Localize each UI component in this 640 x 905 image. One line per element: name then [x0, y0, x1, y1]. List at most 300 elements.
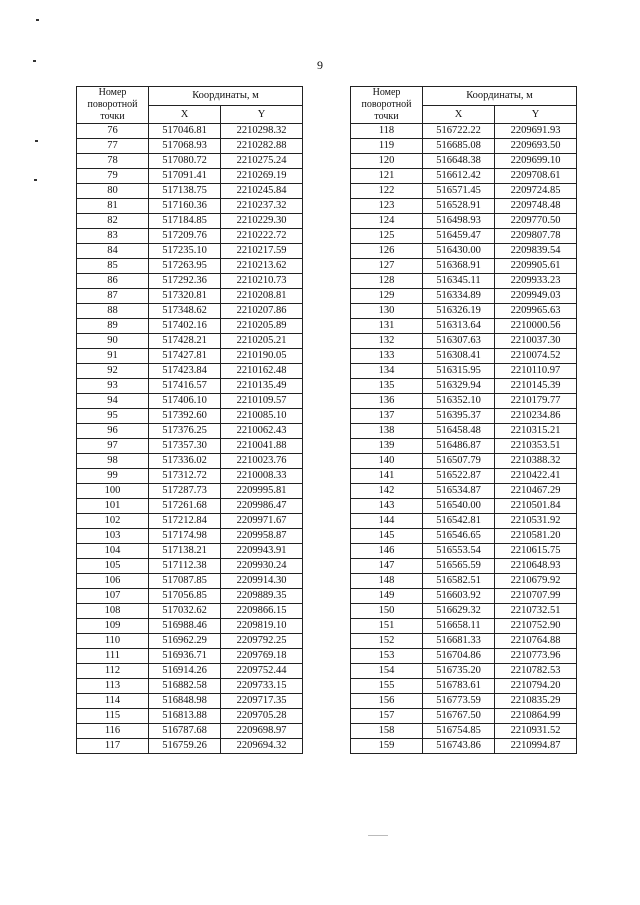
x-cell: 516848.98: [149, 694, 221, 709]
x-cell: 516459.47: [423, 229, 495, 244]
table-row: [77, 364, 303, 379]
point-number-cell: 154: [351, 664, 423, 679]
x-cell: 517046.81: [149, 124, 221, 139]
y-cell: 2209693.50: [495, 139, 577, 154]
table-row: [77, 454, 303, 469]
scan-speck: [34, 179, 37, 181]
table-row: [351, 184, 577, 199]
y-cell: 2210135.49: [221, 379, 303, 394]
point-number-cell: 152: [351, 634, 423, 649]
x-cell: 516773.59: [423, 694, 495, 709]
x-cell: 516759.26: [149, 739, 221, 754]
point-number-cell: 107: [77, 589, 149, 604]
x-cell: 516603.92: [423, 589, 495, 604]
table-row: [77, 274, 303, 289]
table-row: [77, 154, 303, 169]
point-number-cell: 135: [351, 379, 423, 394]
point-number-cell: 130: [351, 304, 423, 319]
x-cell: 516571.45: [423, 184, 495, 199]
x-cell: 517428.21: [149, 334, 221, 349]
point-number-cell: 90: [77, 334, 149, 349]
table-row: [351, 379, 577, 394]
point-number-cell: 147: [351, 559, 423, 574]
point-number-cell: 144: [351, 514, 423, 529]
y-cell: 2210794.20: [495, 679, 577, 694]
y-cell: 2210282.88: [221, 139, 303, 154]
x-cell: 517138.21: [149, 544, 221, 559]
y-cell: 2209724.85: [495, 184, 577, 199]
table-row: [351, 499, 577, 514]
point-number-cell: 86: [77, 274, 149, 289]
point-number-cell: 158: [351, 724, 423, 739]
y-cell: 2209807.78: [495, 229, 577, 244]
table-row: [351, 139, 577, 154]
y-cell: 2209717.35: [221, 694, 303, 709]
point-number-cell: 78: [77, 154, 149, 169]
point-number-cell: 103: [77, 529, 149, 544]
x-cell: 516704.86: [423, 649, 495, 664]
x-cell: 516936.71: [149, 649, 221, 664]
x-cell: 517427.81: [149, 349, 221, 364]
point-number-cell: 127: [351, 259, 423, 274]
x-cell: 517287.73: [149, 484, 221, 499]
y-cell: 2210008.33: [221, 469, 303, 484]
table-row: [77, 739, 303, 754]
table-row: [77, 184, 303, 199]
y-column-header: Y: [495, 106, 577, 124]
x-cell: 516743.86: [423, 739, 495, 754]
y-cell: 2210229.30: [221, 214, 303, 229]
x-cell: 517087.85: [149, 574, 221, 589]
table-row: [77, 469, 303, 484]
y-cell: 2210764.88: [495, 634, 577, 649]
x-cell: 516540.00: [423, 499, 495, 514]
point-number-cell: 117: [77, 739, 149, 754]
table-row: [77, 394, 303, 409]
point-number-cell: 145: [351, 529, 423, 544]
y-cell: 2209769.18: [221, 649, 303, 664]
x-cell: 517348.62: [149, 304, 221, 319]
point-number-cell: 98: [77, 454, 149, 469]
point-number-cell: 124: [351, 214, 423, 229]
x-cell: 516345.11: [423, 274, 495, 289]
y-cell: 2209933.23: [495, 274, 577, 289]
point-number-cell: 83: [77, 229, 149, 244]
point-number-cell: 92: [77, 364, 149, 379]
y-cell: 2209971.67: [221, 514, 303, 529]
y-cell: 2210245.84: [221, 184, 303, 199]
table-row: [77, 619, 303, 634]
y-cell: 2210109.57: [221, 394, 303, 409]
point-number-cell: 150: [351, 604, 423, 619]
y-cell: 2210000.56: [495, 319, 577, 334]
y-cell: 2209905.61: [495, 259, 577, 274]
table-row: [351, 619, 577, 634]
x-cell: 517312.72: [149, 469, 221, 484]
table-row: [77, 679, 303, 694]
table-row: [351, 739, 577, 754]
y-cell: 2210752.90: [495, 619, 577, 634]
table-row: [77, 649, 303, 664]
point-number-cell: 101: [77, 499, 149, 514]
table-row: [351, 364, 577, 379]
x-cell: 517261.68: [149, 499, 221, 514]
y-cell: 2210179.77: [495, 394, 577, 409]
x-cell: 516722.22: [423, 124, 495, 139]
x-cell: 516308.41: [423, 349, 495, 364]
x-cell: 516988.46: [149, 619, 221, 634]
y-cell: 2210237.32: [221, 199, 303, 214]
table-row: [351, 664, 577, 679]
y-cell: 2209995.81: [221, 484, 303, 499]
x-cell: 516612.42: [423, 169, 495, 184]
x-column-header: X: [149, 106, 221, 124]
table-row: [77, 499, 303, 514]
y-cell: 2210615.75: [495, 544, 577, 559]
y-cell: 2210269.19: [221, 169, 303, 184]
point-number-cell: 113: [77, 679, 149, 694]
point-number-header: Номер поворотной точки: [351, 87, 423, 124]
x-cell: 517212.84: [149, 514, 221, 529]
table-row: [351, 574, 577, 589]
x-cell: 517406.10: [149, 394, 221, 409]
x-cell: 516395.37: [423, 409, 495, 424]
y-cell: 2209866.15: [221, 604, 303, 619]
table-row: [77, 334, 303, 349]
x-cell: 516962.29: [149, 634, 221, 649]
y-cell: 2210074.52: [495, 349, 577, 364]
x-cell: 516368.91: [423, 259, 495, 274]
x-cell: 516430.00: [423, 244, 495, 259]
table-row: [77, 349, 303, 364]
x-cell: 516534.87: [423, 484, 495, 499]
point-number-cell: 85: [77, 259, 149, 274]
table-row: [351, 304, 577, 319]
point-number-cell: 99: [77, 469, 149, 484]
y-cell: 2210085.10: [221, 409, 303, 424]
point-number-cell: 116: [77, 724, 149, 739]
point-number-cell: 157: [351, 709, 423, 724]
point-number-cell: 137: [351, 409, 423, 424]
point-number-cell: 115: [77, 709, 149, 724]
table-row: [351, 529, 577, 544]
x-cell: 516542.81: [423, 514, 495, 529]
y-cell: 2209889.35: [221, 589, 303, 604]
y-cell: 2210835.29: [495, 694, 577, 709]
table-row: [351, 124, 577, 139]
table-row: [77, 529, 303, 544]
y-cell: 2209949.03: [495, 289, 577, 304]
y-cell: 2210732.51: [495, 604, 577, 619]
point-number-cell: 126: [351, 244, 423, 259]
point-number-cell: 159: [351, 739, 423, 754]
table-row: [77, 124, 303, 139]
y-cell: 2210275.24: [221, 154, 303, 169]
x-cell: 517392.60: [149, 409, 221, 424]
point-number-cell: 91: [77, 349, 149, 364]
y-cell: 2209958.87: [221, 529, 303, 544]
table-row: [351, 169, 577, 184]
x-cell: 517263.95: [149, 259, 221, 274]
y-cell: 2210864.99: [495, 709, 577, 724]
y-cell: 2209819.10: [221, 619, 303, 634]
y-cell: 2210208.81: [221, 289, 303, 304]
x-cell: 517068.93: [149, 139, 221, 154]
x-cell: 516315.95: [423, 364, 495, 379]
point-number-cell: 141: [351, 469, 423, 484]
y-cell: 2210501.84: [495, 499, 577, 514]
point-number-cell: 105: [77, 559, 149, 574]
x-cell: 516754.85: [423, 724, 495, 739]
point-number-cell: 148: [351, 574, 423, 589]
y-cell: 2210994.87: [495, 739, 577, 754]
point-number-cell: 143: [351, 499, 423, 514]
table-row: [351, 289, 577, 304]
scan-speck: [35, 140, 38, 142]
table-row: [351, 649, 577, 664]
coordinates-header: Координаты, м: [423, 87, 577, 106]
table-row: [351, 334, 577, 349]
y-cell: 2210388.32: [495, 454, 577, 469]
y-cell: 2210467.29: [495, 484, 577, 499]
x-cell: 516334.89: [423, 289, 495, 304]
table-row: [77, 259, 303, 274]
y-cell: 2209792.25: [221, 634, 303, 649]
x-cell: 516329.94: [423, 379, 495, 394]
coordinates-table-left: [76, 86, 303, 754]
table-row: [351, 709, 577, 724]
y-cell: 2210422.41: [495, 469, 577, 484]
table-row: [77, 424, 303, 439]
y-cell: 2209694.32: [221, 739, 303, 754]
y-cell: 2210162.48: [221, 364, 303, 379]
point-number-cell: 129: [351, 289, 423, 304]
table-row: [351, 694, 577, 709]
table-row: [77, 574, 303, 589]
table-row: [77, 244, 303, 259]
point-number-cell: 133: [351, 349, 423, 364]
y-cell: 2210315.21: [495, 424, 577, 439]
x-cell: 516813.88: [149, 709, 221, 724]
point-number-cell: 138: [351, 424, 423, 439]
point-number-cell: 119: [351, 139, 423, 154]
table-row: [351, 454, 577, 469]
x-cell: 516783.61: [423, 679, 495, 694]
y-cell: 2209930.24: [221, 559, 303, 574]
table-row: [77, 439, 303, 454]
x-cell: 516767.50: [423, 709, 495, 724]
y-cell: 2210782.53: [495, 664, 577, 679]
y-cell: 2210205.21: [221, 334, 303, 349]
table-row: [351, 199, 577, 214]
point-number-cell: 155: [351, 679, 423, 694]
point-number-cell: 93: [77, 379, 149, 394]
y-cell: 2210023.76: [221, 454, 303, 469]
point-number-cell: 94: [77, 394, 149, 409]
x-cell: 516498.93: [423, 214, 495, 229]
y-cell: 2210110.97: [495, 364, 577, 379]
table-row: [351, 229, 577, 244]
point-number-cell: 96: [77, 424, 149, 439]
y-cell: 2210213.62: [221, 259, 303, 274]
point-number-cell: 100: [77, 484, 149, 499]
x-cell: 517423.84: [149, 364, 221, 379]
point-number-cell: 106: [77, 574, 149, 589]
table-row: [351, 604, 577, 619]
point-number-cell: 109: [77, 619, 149, 634]
x-cell: 516553.54: [423, 544, 495, 559]
x-cell: 516326.19: [423, 304, 495, 319]
y-cell: 2209839.54: [495, 244, 577, 259]
x-cell: 516629.32: [423, 604, 495, 619]
table-row: [351, 154, 577, 169]
y-cell: 2210353.51: [495, 439, 577, 454]
y-column-header: Y: [221, 106, 303, 124]
x-cell: 516685.08: [423, 139, 495, 154]
point-number-cell: 151: [351, 619, 423, 634]
point-number-cell: 102: [77, 514, 149, 529]
table-row: [351, 589, 577, 604]
x-cell: 517402.16: [149, 319, 221, 334]
x-cell: 516458.48: [423, 424, 495, 439]
y-cell: 2210041.88: [221, 439, 303, 454]
table-row: [351, 634, 577, 649]
point-number-cell: 153: [351, 649, 423, 664]
y-cell: 2209705.28: [221, 709, 303, 724]
point-number-cell: 134: [351, 364, 423, 379]
table-row: [77, 214, 303, 229]
table-row: [351, 544, 577, 559]
table-row: [77, 634, 303, 649]
point-number-cell: 140: [351, 454, 423, 469]
x-cell: 517174.98: [149, 529, 221, 544]
y-cell: 2210217.59: [221, 244, 303, 259]
x-cell: 517376.25: [149, 424, 221, 439]
y-cell: 2210707.99: [495, 589, 577, 604]
x-cell: 516352.10: [423, 394, 495, 409]
y-cell: 2210207.86: [221, 304, 303, 319]
x-cell: 516565.59: [423, 559, 495, 574]
point-number-cell: 125: [351, 229, 423, 244]
table-row: [351, 319, 577, 334]
x-cell: 516914.26: [149, 664, 221, 679]
table-row: [77, 724, 303, 739]
y-cell: 2210145.39: [495, 379, 577, 394]
y-cell: 2209914.30: [221, 574, 303, 589]
x-cell: 517091.41: [149, 169, 221, 184]
point-number-cell: 104: [77, 544, 149, 559]
y-cell: 2209986.47: [221, 499, 303, 514]
point-number-cell: 77: [77, 139, 149, 154]
y-cell: 2209752.44: [221, 664, 303, 679]
table-row: [351, 244, 577, 259]
y-cell: 2210773.96: [495, 649, 577, 664]
x-cell: 516681.33: [423, 634, 495, 649]
table-row: [77, 559, 303, 574]
y-cell: 2210581.20: [495, 529, 577, 544]
x-cell: 517292.36: [149, 274, 221, 289]
scan-speck: [36, 19, 39, 21]
point-number-cell: 142: [351, 484, 423, 499]
y-cell: 2210190.05: [221, 349, 303, 364]
point-number-cell: 132: [351, 334, 423, 349]
y-cell: 2210205.89: [221, 319, 303, 334]
point-number-cell: 97: [77, 439, 149, 454]
point-number-cell: 131: [351, 319, 423, 334]
point-number-cell: 122: [351, 184, 423, 199]
x-cell: 517336.02: [149, 454, 221, 469]
x-cell: 516787.68: [149, 724, 221, 739]
x-cell: 516313.64: [423, 319, 495, 334]
y-cell: 2209708.61: [495, 169, 577, 184]
y-cell: 2210037.30: [495, 334, 577, 349]
y-cell: 2209699.10: [495, 154, 577, 169]
table-row: [77, 544, 303, 559]
x-cell: 517112.38: [149, 559, 221, 574]
y-cell: 2210222.72: [221, 229, 303, 244]
point-number-cell: 81: [77, 199, 149, 214]
table-row: [77, 319, 303, 334]
scan-mark: [368, 835, 388, 836]
point-number-cell: 76: [77, 124, 149, 139]
x-cell: 517056.85: [149, 589, 221, 604]
table-row: [77, 409, 303, 424]
point-number-header: Номер поворотной точки: [77, 87, 149, 124]
x-cell: 516658.11: [423, 619, 495, 634]
x-cell: 516882.58: [149, 679, 221, 694]
x-cell: 516648.38: [423, 154, 495, 169]
table-row: [351, 679, 577, 694]
coordinates-table-right: [350, 86, 577, 754]
table-row: [351, 274, 577, 289]
table-row: [77, 199, 303, 214]
point-number-cell: 121: [351, 169, 423, 184]
x-cell: 516507.79: [423, 454, 495, 469]
y-cell: 2209733.15: [221, 679, 303, 694]
y-cell: 2209698.97: [221, 724, 303, 739]
point-number-cell: 88: [77, 304, 149, 319]
table-row: [351, 409, 577, 424]
x-cell: 516546.65: [423, 529, 495, 544]
y-cell: 2209691.93: [495, 124, 577, 139]
table-row: [77, 664, 303, 679]
x-cell: 516307.63: [423, 334, 495, 349]
point-number-cell: 146: [351, 544, 423, 559]
table-row: [77, 604, 303, 619]
point-number-cell: 128: [351, 274, 423, 289]
table-row: [351, 214, 577, 229]
point-number-cell: 149: [351, 589, 423, 604]
x-cell: 516582.51: [423, 574, 495, 589]
point-number-cell: 79: [77, 169, 149, 184]
y-cell: 2209748.48: [495, 199, 577, 214]
point-number-cell: 95: [77, 409, 149, 424]
y-cell: 2210062.43: [221, 424, 303, 439]
point-number-cell: 87: [77, 289, 149, 304]
table-row: [77, 379, 303, 394]
table-row: [351, 439, 577, 454]
point-number-cell: 111: [77, 649, 149, 664]
coordinates-header: Координаты, м: [149, 87, 303, 106]
x-cell: 516528.91: [423, 199, 495, 214]
table-row: [77, 169, 303, 184]
x-cell: 517080.72: [149, 154, 221, 169]
table-row: [351, 724, 577, 739]
x-cell: 517184.85: [149, 214, 221, 229]
x-cell: 516735.20: [423, 664, 495, 679]
table-row: [77, 484, 303, 499]
point-number-cell: 112: [77, 664, 149, 679]
